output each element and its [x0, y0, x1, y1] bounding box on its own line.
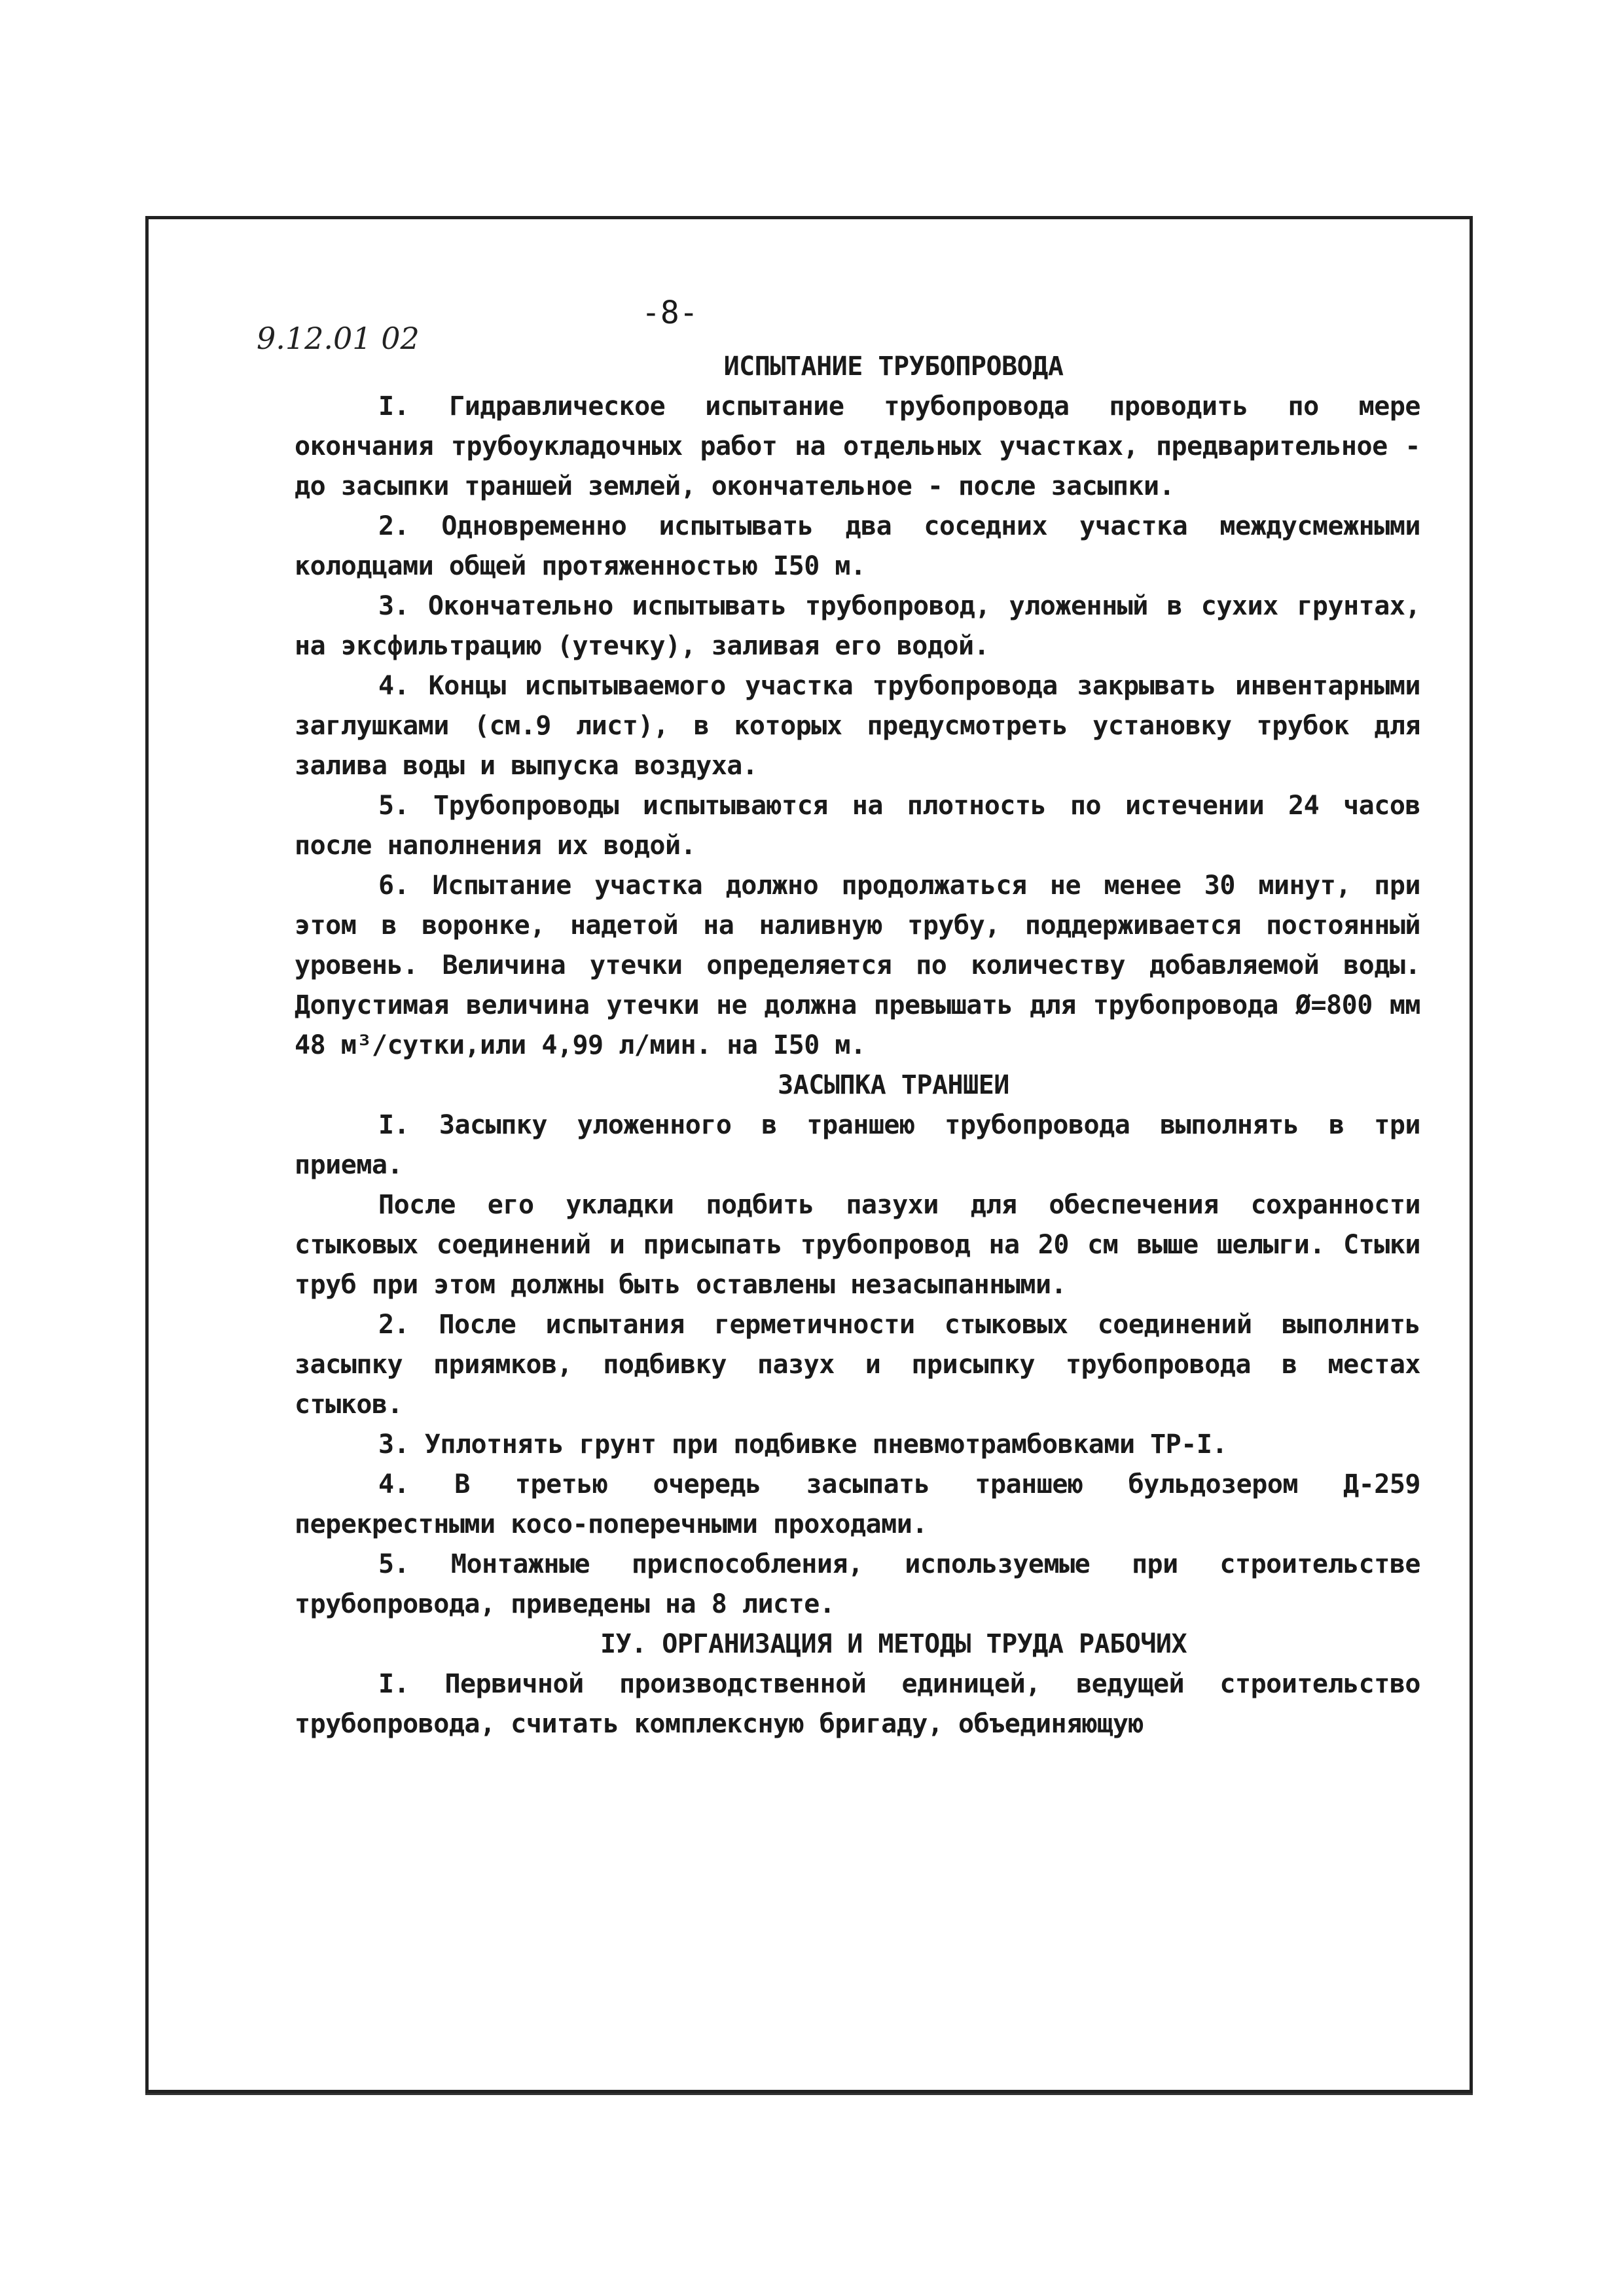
document-code: 9.12.01 02 — [257, 321, 420, 356]
paragraph: 2. После испытания герметичности стыковых соединений выполнить засыпку приямков, подбивку пазух и присыпку трубопровода в местах стыков. — [295, 1310, 1420, 1420]
paragraph: 5. Монтажные приспособления, используемые при строительстве трубопровода, приведены на 8 листе. — [295, 1549, 1420, 1619]
paragraph: I. Первичной производственной единицей, ведущей строительство трубопровода, считать комплексную бригаду, объединяющую — [295, 1669, 1420, 1739]
paragraph: 3. Окончательно испытывать трубопровод, уложенный в сухих грунтах, на эксфильтрацию (утечку), заливая его водой. — [295, 591, 1420, 661]
section-title-pipeline-testing: ИСПЫТАНИЕ ТРУБОПРОВОДА — [723, 351, 1064, 382]
paragraph: 2. Одновременно испытывать два соседних участка междусмежными колодцами общей протяженностью I50 м. — [295, 511, 1420, 581]
section-title-trench-backfill: ЗАСЫПКА ТРАНШЕИ — [778, 1070, 1009, 1100]
paragraph: 4. Концы испытываемого участка трубопровода закрывать инвентарными заглушками (см.9 лист), в которых предусмотреть установку трубок для залива воды и выпуска воздуха. — [295, 671, 1420, 781]
paragraph: 5. Трубопроводы испытываются на плотность по истечении 24 часов после наполнения их водой. — [295, 791, 1420, 861]
paragraph: I. Гидравлическое испытание трубопровода проводить по мере окончания трубоукладочных работ на отдельных участках, предварительное - до засыпки траншей землей, окончательное - после засыпки. — [295, 391, 1420, 501]
section-title-labor-organization: IУ. ОРГАНИЗАЦИЯ И МЕТОДЫ ТРУДА РАБОЧИХ — [600, 1629, 1187, 1659]
paragraph: После его укладки подбить пазухи для обеспечения сохранности стыковых соединений и присыпать трубопровод на 20 см выше шелыги. Стыки труб при этом должны быть оставлены незасыпанными. — [295, 1190, 1420, 1300]
page-number: -8- — [641, 295, 698, 331]
paragraph: 6. Испытание участка должно продолжаться не менее 30 минут, при этом в воронке, надетой на наливную трубу, поддерживается постоянный уровень. Величина утечки определяется по количеству добавляемой воды. Допустимая величина утечки не должна превышать для трубопровода Ø=800 мм 48 м³/сутки,или 4,99 л/мин. на I50 м. — [295, 870, 1420, 1060]
paragraph: I. Засыпку уложенного в траншею трубопровода выполнять в три приема. — [295, 1110, 1420, 1180]
paragraph: 4. В третью очередь засыпать траншею бульдозером Д-259 перекрестными косо-поперечными проходами. — [295, 1469, 1420, 1539]
document-body — [295, 347, 1420, 1744]
bottom-rule — [145, 2093, 1473, 2095]
paragraph: 3. Уплотнять грунт при подбивке пневмотрамбовками ТР-I. — [378, 1429, 1228, 1460]
